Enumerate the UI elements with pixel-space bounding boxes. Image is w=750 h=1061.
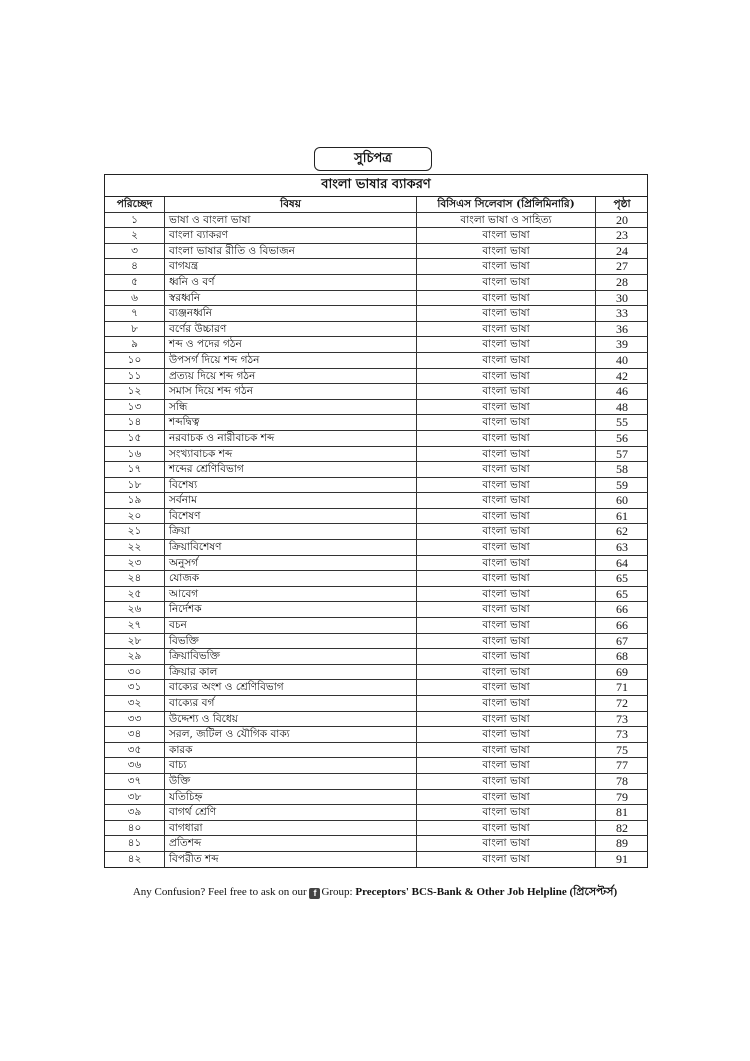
chapter-number-cell: ৪: [105, 259, 165, 275]
topic-cell: বিপরীত শব্দ: [165, 851, 417, 866]
table-row: [105, 399, 648, 415]
chapter-number-cell: ৪১: [105, 836, 165, 852]
footer-group-label: Group:: [321, 886, 353, 898]
page-number-cell: 81: [596, 805, 649, 821]
table-row: [105, 290, 648, 306]
contents-table: [104, 174, 648, 868]
topic-cell: বচন: [165, 618, 417, 634]
page-number-cell: 67: [596, 633, 649, 649]
syllabus-cell: বাংলা ভাষা: [417, 555, 596, 571]
topic-cell: বাগর্থ শ্রেণি: [165, 805, 417, 821]
chapter-number-cell: ৩৮: [105, 789, 165, 805]
table-row: [105, 337, 648, 353]
syllabus-cell: বাংলা ভাষা: [417, 321, 596, 337]
syllabus-cell: বাংলা ভাষা: [417, 228, 596, 244]
page-number-cell: 58: [596, 462, 649, 478]
topic-cell: অনুসর্গ: [165, 555, 417, 571]
topic-cell: সমাস দিয়ে শব্দ গঠন: [165, 384, 417, 400]
table-row: [105, 321, 648, 337]
table-row: [105, 368, 648, 384]
syllabus-cell: বাংলা ভাষা: [417, 696, 596, 712]
chapter-number-cell: ৩৭: [105, 773, 165, 789]
footer-group-name[interactable]: Preceptors' BCS-Bank & Other Job Helpline (প্রিসেপ্টর্স): [355, 886, 618, 898]
table-row: [105, 243, 648, 259]
page-number-cell: 55: [596, 415, 649, 431]
chapter-number-cell: ৩৬: [105, 758, 165, 774]
syllabus-cell: বাংলা ভাষা: [417, 789, 596, 805]
syllabus-cell: বাংলা ভাষা: [417, 586, 596, 602]
syllabus-cell: বাংলা ভাষা: [417, 680, 596, 696]
syllabus-cell: বাংলা ভাষা: [417, 742, 596, 758]
chapter-number-cell: ৫: [105, 274, 165, 290]
chapter-number-cell: ৩২: [105, 696, 165, 712]
syllabus-cell: বাংলা ভাষা: [417, 508, 596, 524]
page-title: সুচিপত্র: [314, 147, 432, 171]
table-row: [105, 696, 648, 712]
chapter-number-cell: ৬: [105, 290, 165, 306]
syllabus-cell: বাংলা ভাষা: [417, 711, 596, 727]
chapter-number-cell: ৩০: [105, 664, 165, 680]
syllabus-cell: বাংলা ভাষা: [417, 415, 596, 431]
table-row: [105, 758, 648, 774]
page-number-cell: 61: [596, 508, 649, 524]
page-number-cell: 65: [596, 571, 649, 587]
page-number-cell: 89: [596, 836, 649, 852]
syllabus-cell: বাংলা ভাষা: [417, 571, 596, 587]
page-number-cell: 79: [596, 789, 649, 805]
topic-cell: নির্দেশক: [165, 602, 417, 618]
table-row: [105, 462, 648, 478]
table-row: [105, 805, 648, 821]
chapter-number-cell: ২০: [105, 508, 165, 524]
page-number-cell: 57: [596, 446, 649, 462]
page-number-cell: 64: [596, 555, 649, 571]
table-row: [105, 306, 648, 322]
topic-cell: ক্রিয়াবিভক্তি: [165, 649, 417, 665]
table-row: [105, 773, 648, 789]
column-header-syllabus: বিসিএস সিলেবাস (প্রিলিমিনারি): [417, 197, 596, 212]
page-number-cell: 33: [596, 306, 649, 322]
chapter-number-cell: ১৩: [105, 399, 165, 415]
topic-cell: বাচ্য: [165, 758, 417, 774]
page-number-cell: 66: [596, 618, 649, 634]
topic-cell: স্বরধ্বনি: [165, 290, 417, 306]
chapter-number-cell: ৩৩: [105, 711, 165, 727]
topic-cell: সর্বনাম: [165, 493, 417, 509]
page-number-cell: 42: [596, 368, 649, 384]
topic-cell: সরল, জটিল ও যৌগিক বাক্য: [165, 727, 417, 743]
syllabus-cell: বাংলা ভাষা: [417, 462, 596, 478]
topic-cell: বাগযন্ত্র: [165, 259, 417, 275]
table-row: [105, 586, 648, 602]
page-number-cell: 30: [596, 290, 649, 306]
chapter-number-cell: ৩৫: [105, 742, 165, 758]
column-header-page: পৃষ্ঠা: [596, 197, 649, 212]
table-row: [105, 415, 648, 431]
table-row: [105, 228, 648, 244]
topic-cell: ক্রিয়া: [165, 524, 417, 540]
table-row: [105, 477, 648, 493]
topic-cell: ক্রিয়াবিশেষণ: [165, 540, 417, 556]
syllabus-cell: বাংলা ভাষা: [417, 805, 596, 821]
chapter-number-cell: ১১: [105, 368, 165, 384]
table-row: [105, 680, 648, 696]
table-heading: বাংলা ভাষার ব্যাকরণ: [105, 175, 647, 197]
page-number-cell: 23: [596, 228, 649, 244]
chapter-number-cell: ২৯: [105, 649, 165, 665]
table-row: [105, 524, 648, 540]
chapter-number-cell: ১৯: [105, 493, 165, 509]
contents-grid: [105, 197, 648, 867]
topic-cell: উপসর্গ দিয়ে শব্দ গঠন: [165, 352, 417, 368]
table-body: [105, 212, 648, 866]
syllabus-cell: বাংলা ভাষা: [417, 773, 596, 789]
chapter-number-cell: ৩৪: [105, 727, 165, 743]
syllabus-cell: বাংলা ভাষা: [417, 306, 596, 322]
topic-cell: যতিচিহ্ন: [165, 789, 417, 805]
topic-cell: বাংলা ব্যাকরণ: [165, 228, 417, 244]
topic-cell: উক্তি: [165, 773, 417, 789]
page-number-cell: 73: [596, 727, 649, 743]
page-number-cell: 62: [596, 524, 649, 540]
topic-cell: বর্ণের উচ্চারণ: [165, 321, 417, 337]
topic-cell: বিশেষ্য: [165, 477, 417, 493]
syllabus-cell: বাংলা ভাষা: [417, 259, 596, 275]
topic-cell: বাক্যের বর্গ: [165, 696, 417, 712]
page-number-cell: 63: [596, 540, 649, 556]
chapter-number-cell: ৩১: [105, 680, 165, 696]
topic-cell: বাংলা ভাষার রীতি ও বিভাজন: [165, 243, 417, 259]
page-number-cell: 60: [596, 493, 649, 509]
page-number-cell: 28: [596, 274, 649, 290]
page-number-cell: 27: [596, 259, 649, 275]
topic-cell: আবেগ: [165, 586, 417, 602]
syllabus-cell: বাংলা ভাষা: [417, 493, 596, 509]
facebook-icon: f: [309, 888, 320, 899]
page-number-cell: 78: [596, 773, 649, 789]
table-row: [105, 446, 648, 462]
table-row: [105, 493, 648, 509]
page-number-cell: 77: [596, 758, 649, 774]
footer-prefix: Any Confusion? Feel free to ask on our: [132, 886, 307, 898]
table-row: [105, 836, 648, 852]
chapter-number-cell: ১৭: [105, 462, 165, 478]
table-row: [105, 259, 648, 275]
syllabus-cell: বাংলা ভাষা: [417, 540, 596, 556]
table-row: [105, 649, 648, 665]
topic-cell: বাগধারা: [165, 820, 417, 836]
syllabus-cell: বাংলা ভাষা: [417, 243, 596, 259]
chapter-number-cell: ২১: [105, 524, 165, 540]
syllabus-cell: বাংলা ভাষা: [417, 602, 596, 618]
topic-cell: বিভক্তি: [165, 633, 417, 649]
syllabus-cell: বাংলা ভাষা: [417, 633, 596, 649]
topic-cell: ভাষা ও বাংলা ভাষা: [165, 212, 417, 228]
page-number-cell: 68: [596, 649, 649, 665]
page-number-cell: 69: [596, 664, 649, 680]
page-number-cell: 65: [596, 586, 649, 602]
topic-cell: উদ্দেশ্য ও বিধেয়: [165, 711, 417, 727]
chapter-number-cell: ২২: [105, 540, 165, 556]
page-number-cell: 75: [596, 742, 649, 758]
topic-cell: শব্দদ্বিত্ব: [165, 415, 417, 431]
topic-cell: বাক্যের অংশ ও শ্রেণিবিভাগ: [165, 680, 417, 696]
chapter-number-cell: ১০: [105, 352, 165, 368]
syllabus-cell: বাংলা ভাষা: [417, 368, 596, 384]
table-row: [105, 742, 648, 758]
topic-cell: সংখ্যাবাচক শব্দ: [165, 446, 417, 462]
table-row: [105, 540, 648, 556]
topic-cell: ব্যঞ্জনধ্বনি: [165, 306, 417, 322]
topic-cell: কারক: [165, 742, 417, 758]
topic-cell: যোজক: [165, 571, 417, 587]
page-number-cell: 66: [596, 602, 649, 618]
page-number-cell: 36: [596, 321, 649, 337]
column-header-topic: বিষয়: [165, 197, 417, 212]
chapter-number-cell: ৩৯: [105, 805, 165, 821]
table-row: [105, 633, 648, 649]
column-header-chapter: পরিচ্ছেদ: [105, 197, 165, 212]
syllabus-cell: বাংলা ভাষা: [417, 618, 596, 634]
syllabus-cell: বাংলা ভাষা: [417, 477, 596, 493]
chapter-number-cell: ৮: [105, 321, 165, 337]
page-number-cell: 73: [596, 711, 649, 727]
page-number-cell: 48: [596, 399, 649, 415]
syllabus-cell: বাংলা ভাষা: [417, 524, 596, 540]
chapter-number-cell: ১৬: [105, 446, 165, 462]
table-row: [105, 274, 648, 290]
syllabus-cell: বাংলা ভাষা: [417, 758, 596, 774]
chapter-number-cell: ২৭: [105, 618, 165, 634]
syllabus-cell: বাংলা ভাষা: [417, 820, 596, 836]
syllabus-cell: বাংলা ভাষা: [417, 664, 596, 680]
topic-cell: শব্দের শ্রেণিবিভাগ: [165, 462, 417, 478]
page-number-cell: 82: [596, 820, 649, 836]
chapter-number-cell: ৪০: [105, 820, 165, 836]
page-number-cell: 24: [596, 243, 649, 259]
chapter-number-cell: ১: [105, 212, 165, 228]
page-number-cell: 71: [596, 680, 649, 696]
page-number-cell: 20: [596, 212, 649, 228]
chapter-number-cell: ১৮: [105, 477, 165, 493]
page-number-cell: 46: [596, 384, 649, 400]
syllabus-cell: বাংলা ভাষা: [417, 446, 596, 462]
header-row: [105, 197, 648, 212]
table-row: [105, 602, 648, 618]
syllabus-cell: বাংলা ভাষা: [417, 727, 596, 743]
syllabus-cell: বাংলা ভাষা: [417, 290, 596, 306]
table-row: [105, 384, 648, 400]
table-row: [105, 555, 648, 571]
syllabus-cell: বাংলা ভাষা ও সাহিত্য: [417, 212, 596, 228]
table-row: [105, 664, 648, 680]
topic-cell: নরবাচক ও নারীবাচক শব্দ: [165, 430, 417, 446]
table-row: [105, 851, 648, 866]
syllabus-cell: বাংলা ভাষা: [417, 352, 596, 368]
syllabus-cell: বাংলা ভাষা: [417, 649, 596, 665]
topic-cell: বিশেষণ: [165, 508, 417, 524]
chapter-number-cell: ৯: [105, 337, 165, 353]
chapter-number-cell: ২৮: [105, 633, 165, 649]
footer-note: [0, 883, 750, 902]
page-number-cell: 59: [596, 477, 649, 493]
table-row: [105, 430, 648, 446]
chapter-number-cell: ২৫: [105, 586, 165, 602]
page-number-cell: 56: [596, 430, 649, 446]
table-row: [105, 618, 648, 634]
topic-cell: ধ্বনি ও বর্ণ: [165, 274, 417, 290]
page-number-cell: 91: [596, 851, 649, 866]
syllabus-cell: বাংলা ভাষা: [417, 337, 596, 353]
syllabus-cell: বাংলা ভাষা: [417, 430, 596, 446]
page-number-cell: 40: [596, 352, 649, 368]
chapter-number-cell: ২৩: [105, 555, 165, 571]
syllabus-cell: বাংলা ভাষা: [417, 274, 596, 290]
table-row: [105, 571, 648, 587]
table-row: [105, 212, 648, 228]
chapter-number-cell: ৪২: [105, 851, 165, 866]
topic-cell: ক্রিয়ার কাল: [165, 664, 417, 680]
chapter-number-cell: ২৪: [105, 571, 165, 587]
chapter-number-cell: ২: [105, 228, 165, 244]
chapter-number-cell: ৭: [105, 306, 165, 322]
topic-cell: প্রতিশব্দ: [165, 836, 417, 852]
page-number-cell: 72: [596, 696, 649, 712]
topic-cell: প্রত্যয় দিয়ে শব্দ গঠন: [165, 368, 417, 384]
table-row: [105, 508, 648, 524]
chapter-number-cell: ৩: [105, 243, 165, 259]
chapter-number-cell: ১৫: [105, 430, 165, 446]
topic-cell: শব্দ ও পদের গঠন: [165, 337, 417, 353]
syllabus-cell: বাংলা ভাষা: [417, 851, 596, 866]
syllabus-cell: বাংলা ভাষা: [417, 384, 596, 400]
chapter-number-cell: ১২: [105, 384, 165, 400]
table-row: [105, 352, 648, 368]
table-row: [105, 789, 648, 805]
chapter-number-cell: ১৪: [105, 415, 165, 431]
page-number-cell: 39: [596, 337, 649, 353]
table-row: [105, 727, 648, 743]
table-row: [105, 711, 648, 727]
chapter-number-cell: ২৬: [105, 602, 165, 618]
topic-cell: সন্ধি: [165, 399, 417, 415]
table-row: [105, 820, 648, 836]
syllabus-cell: বাংলা ভাষা: [417, 399, 596, 415]
syllabus-cell: বাংলা ভাষা: [417, 836, 596, 852]
